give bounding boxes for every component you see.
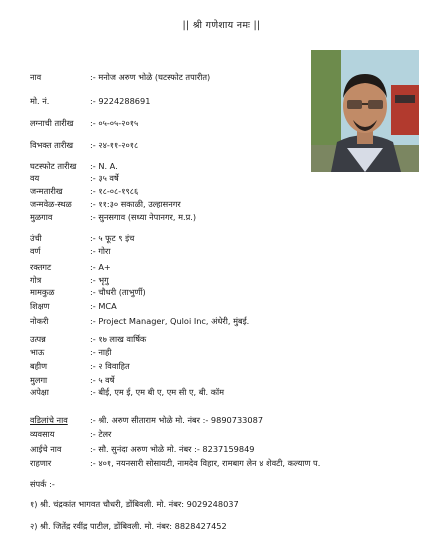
- income-label: उत्पन्न: [30, 334, 46, 344]
- mobile-row: [30, 96, 150, 106]
- job-row: [30, 316, 249, 326]
- complexion-value: :- गोरा: [90, 246, 111, 256]
- divorce-date-value: :- N. A.: [90, 161, 118, 171]
- mamkul-label: मामकुळ: [30, 287, 55, 297]
- occupation-label: व्यवसाय: [30, 429, 55, 439]
- birth-date-row: [30, 186, 138, 196]
- son-row: [30, 375, 114, 385]
- divorce-date-label: घटस्फोट तारीख: [30, 161, 77, 171]
- job-label: नोकरी: [30, 316, 49, 326]
- occupation-row: [30, 429, 111, 439]
- mamkul-row: [30, 287, 146, 297]
- mother-name-value: :- सौ. सुनंदा अरुण भोळे मो. नंबर :- 8237159849: [90, 444, 255, 454]
- residence-value: :- ४०१, नयनसारी सोसायटी, नामदेव विहार, रामबाग लेन ४ शेवटी, कल्याण प.: [90, 458, 321, 468]
- income-row: [30, 334, 146, 344]
- blood-group-label: रक्तगट: [30, 262, 52, 272]
- mother-name-label: आईचे नाव: [30, 444, 62, 454]
- height-label: उंची: [30, 233, 42, 243]
- marriage-date-value: :- ०५-०५-२०१५: [90, 118, 139, 128]
- education-row: [30, 301, 117, 311]
- sister-value: :- २ विवाहित: [90, 361, 130, 371]
- page-header: || श्री गणेशाय नमः ||: [182, 20, 261, 31]
- native-place-value: :- सुनसगाव (सध्या नेपानगर, म.प्र.): [90, 212, 197, 222]
- complexion-label: वर्ण: [30, 246, 41, 256]
- separation-date-row: [30, 140, 138, 150]
- father-name-label: वडिलांचे नाव: [30, 415, 68, 425]
- native-place-row: [30, 212, 196, 222]
- job-value: :- Project Manager, Quloi Inc, अंधेरी, मुंबई.: [90, 316, 250, 326]
- mobile-label: मो. नं.: [30, 96, 50, 106]
- name-label: नाव: [30, 72, 42, 82]
- expectation-value: :- बीई, एम ई, एम बी ए, एम सी ए, बी. कॉम: [90, 387, 225, 397]
- son-label: मुलगा: [30, 375, 48, 385]
- contact-title: संपर्क :-: [30, 479, 55, 489]
- birth-time-place-row: [30, 199, 181, 209]
- age-label: वय: [30, 173, 40, 183]
- expectation-label: अपेक्षा: [30, 387, 49, 397]
- marriage-date-row: [30, 118, 138, 128]
- blood-group-value: :- A+: [90, 262, 111, 272]
- birth-date-label: जन्मतारीख: [30, 186, 63, 196]
- gotra-label: गोत्र: [30, 275, 42, 285]
- brother-row: [30, 347, 111, 357]
- gotra-value: :- भृगु: [90, 275, 109, 285]
- residence-row: [30, 458, 320, 468]
- separation-date-label: विभक्त तारीख: [30, 140, 74, 150]
- education-value: :- MCA: [90, 301, 117, 311]
- profile-photo: [311, 50, 419, 172]
- height-row: [30, 233, 134, 243]
- father-name-value: :- श्री. अरुण सीताराम भोळे मो. नंबर :- 9890733087: [90, 415, 264, 425]
- son-value: :- ५ वर्षे: [90, 375, 115, 385]
- birth-time-place-label: जन्मवेळ-स्थळ: [30, 199, 72, 209]
- native-place-label: मुळगाव: [30, 212, 53, 222]
- age-value: :- ३५ वर्षे: [90, 173, 119, 183]
- marriage-date-label: लग्नाची तारीख: [30, 118, 74, 128]
- expectation-row: [30, 387, 224, 397]
- height-value: :- ५ फूट ९ इंच: [90, 233, 135, 243]
- blood-group-row: [30, 262, 111, 272]
- birth-date-value: :- १८-०८-१९८६: [90, 186, 139, 196]
- residence-label: राहणार: [30, 458, 52, 468]
- occupation-value: :- टेलर: [90, 429, 112, 439]
- mobile-value: :- 9224288691: [90, 96, 151, 106]
- brother-value: :- नाही: [90, 347, 112, 357]
- complexion-row: [30, 246, 111, 256]
- separation-date-value: :- २४-११-२०१८: [90, 140, 139, 150]
- mother-name-row: [30, 444, 255, 454]
- name-row: [30, 72, 210, 82]
- name-value: :- मनोज अरुण भोळे (घटस्फोट तपारीत): [90, 72, 211, 82]
- father-name-row: [30, 415, 263, 425]
- birth-time-place-value: :- ११:३० सकाळी, उल्हासनगर: [90, 199, 181, 209]
- gotra-row: [30, 275, 109, 285]
- mamkul-value: :- चौधरी (ताभुर्णी): [90, 287, 146, 297]
- sister-row: [30, 361, 130, 371]
- education-label: शिक्षण: [30, 301, 50, 311]
- income-value: :- १७ लाख वार्षिक: [90, 334, 147, 344]
- contact-item-2: २) श्री. जितेंद्र रवींद्र पाटील, डोंबिवली. मो. नंबर: 8828427452: [30, 521, 227, 531]
- age-row: [30, 173, 119, 183]
- brother-label: भाऊ: [30, 347, 45, 357]
- sister-label: बहीण: [30, 361, 48, 371]
- contact-item-1: १) श्री. चंद्रकांत भागवत चौधरी, डोंबिवली. मो. नंबर: 9029248037: [30, 499, 239, 509]
- divorce-date-row: [30, 161, 118, 171]
